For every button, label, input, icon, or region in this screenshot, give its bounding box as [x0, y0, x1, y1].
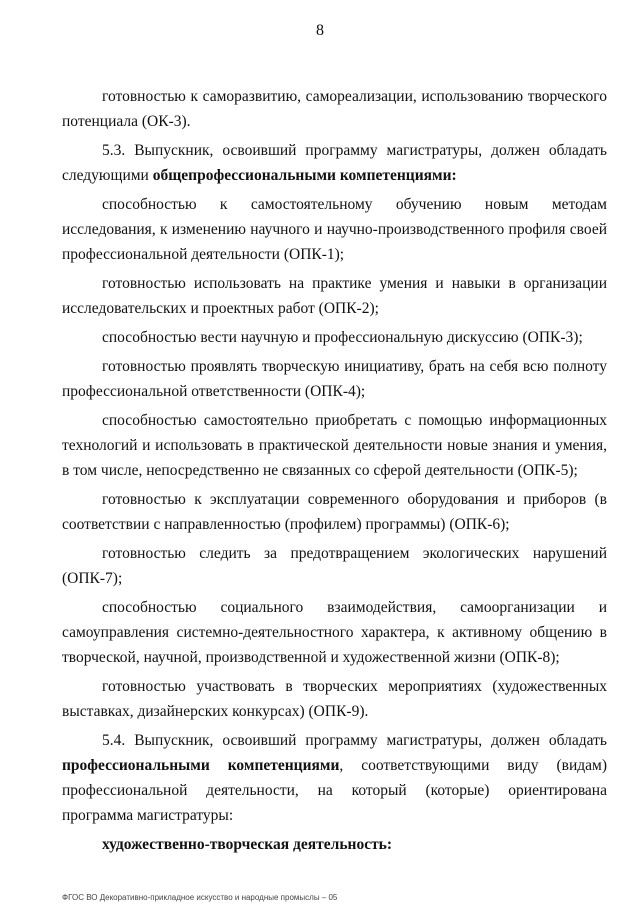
paragraph-opk7: готовностью следить за предотвращением экологических нарушений (ОПК-7); — [62, 545, 607, 587]
paragraph-opk3: способностью вести научную и профессиональную дискуссию (ОПК-3); — [102, 329, 583, 346]
paragraph-5-4-text-a: 5.4. Выпускник, освоивший программу магистратуры, должен обладать — [102, 732, 607, 749]
page-number: 8 — [316, 22, 324, 39]
paragraph-opk9: готовностью участвовать в творческих мероприятиях (художественных выставках, дизайнерских конкурсах) (ОПК-9). — [62, 678, 607, 720]
paragraph-5-3-bold: общепрофессиональными компетенциями: — [152, 167, 457, 184]
paragraph-opk1: способностью к самостоятельному обучению новым методам исследования, к изменению научного и научно-производственного профиля своей профессиональной деятельности (ОПК-1); — [62, 196, 607, 263]
section-heading-artistic-text: художественно-творческая деятельность: — [102, 836, 393, 853]
paragraph-5-4-bold: профессиональными компетенциями — [62, 757, 340, 774]
paragraph-opk4: готовностью проявлять творческую инициативу, брать на себя всю полноту профессиональной ответственности (ОПК-4); — [62, 358, 607, 400]
paragraph-opk6: готовностью к эксплуатации современного оборудования и приборов (в соответствии с направленностью (профилем) программы) (ОПК-6); — [62, 491, 607, 533]
paragraph-5-4-text-b: , соответствующими виду (видам) профессиональной деятельности, на который (которые) ориентирована программа магистратуры: — [62, 757, 607, 824]
footer-note: ФГОС ВО Декоративно-прикладное искусство и народные промыслы – 05 — [62, 893, 338, 902]
paragraph-ok3: готовностью к саморазвитию, самореализации, использованию творческого потенциала (ОК-3). — [62, 88, 607, 130]
document-body — [62, 84, 607, 861]
paragraph-5-3-text: 5.3. Выпускник, освоивший программу магистратуры, должен обладать следующими — [62, 142, 607, 184]
paragraph-opk5: способностью самостоятельно приобретать с помощью информационных технологий и использовать в практической деятельности новые знания и умения, в том числе, непосредственно не связанных со сферой деятельности (ОПК-5); — [62, 412, 607, 479]
paragraph-5-3 — [62, 138, 607, 188]
paragraph-5-4 — [62, 728, 607, 828]
section-heading-artistic — [62, 832, 607, 857]
paragraph-opk8: способностью социального взаимодействия, самоорганизации и самоуправления системно-деятельностного характера, к активному общению в творческой, научной, производственной и художественной жизни (ОПК-8); — [62, 599, 607, 666]
paragraph-opk2: готовностью использовать на практике умения и навыки в организации исследовательских и проектных работ (ОПК-2); — [62, 275, 607, 317]
